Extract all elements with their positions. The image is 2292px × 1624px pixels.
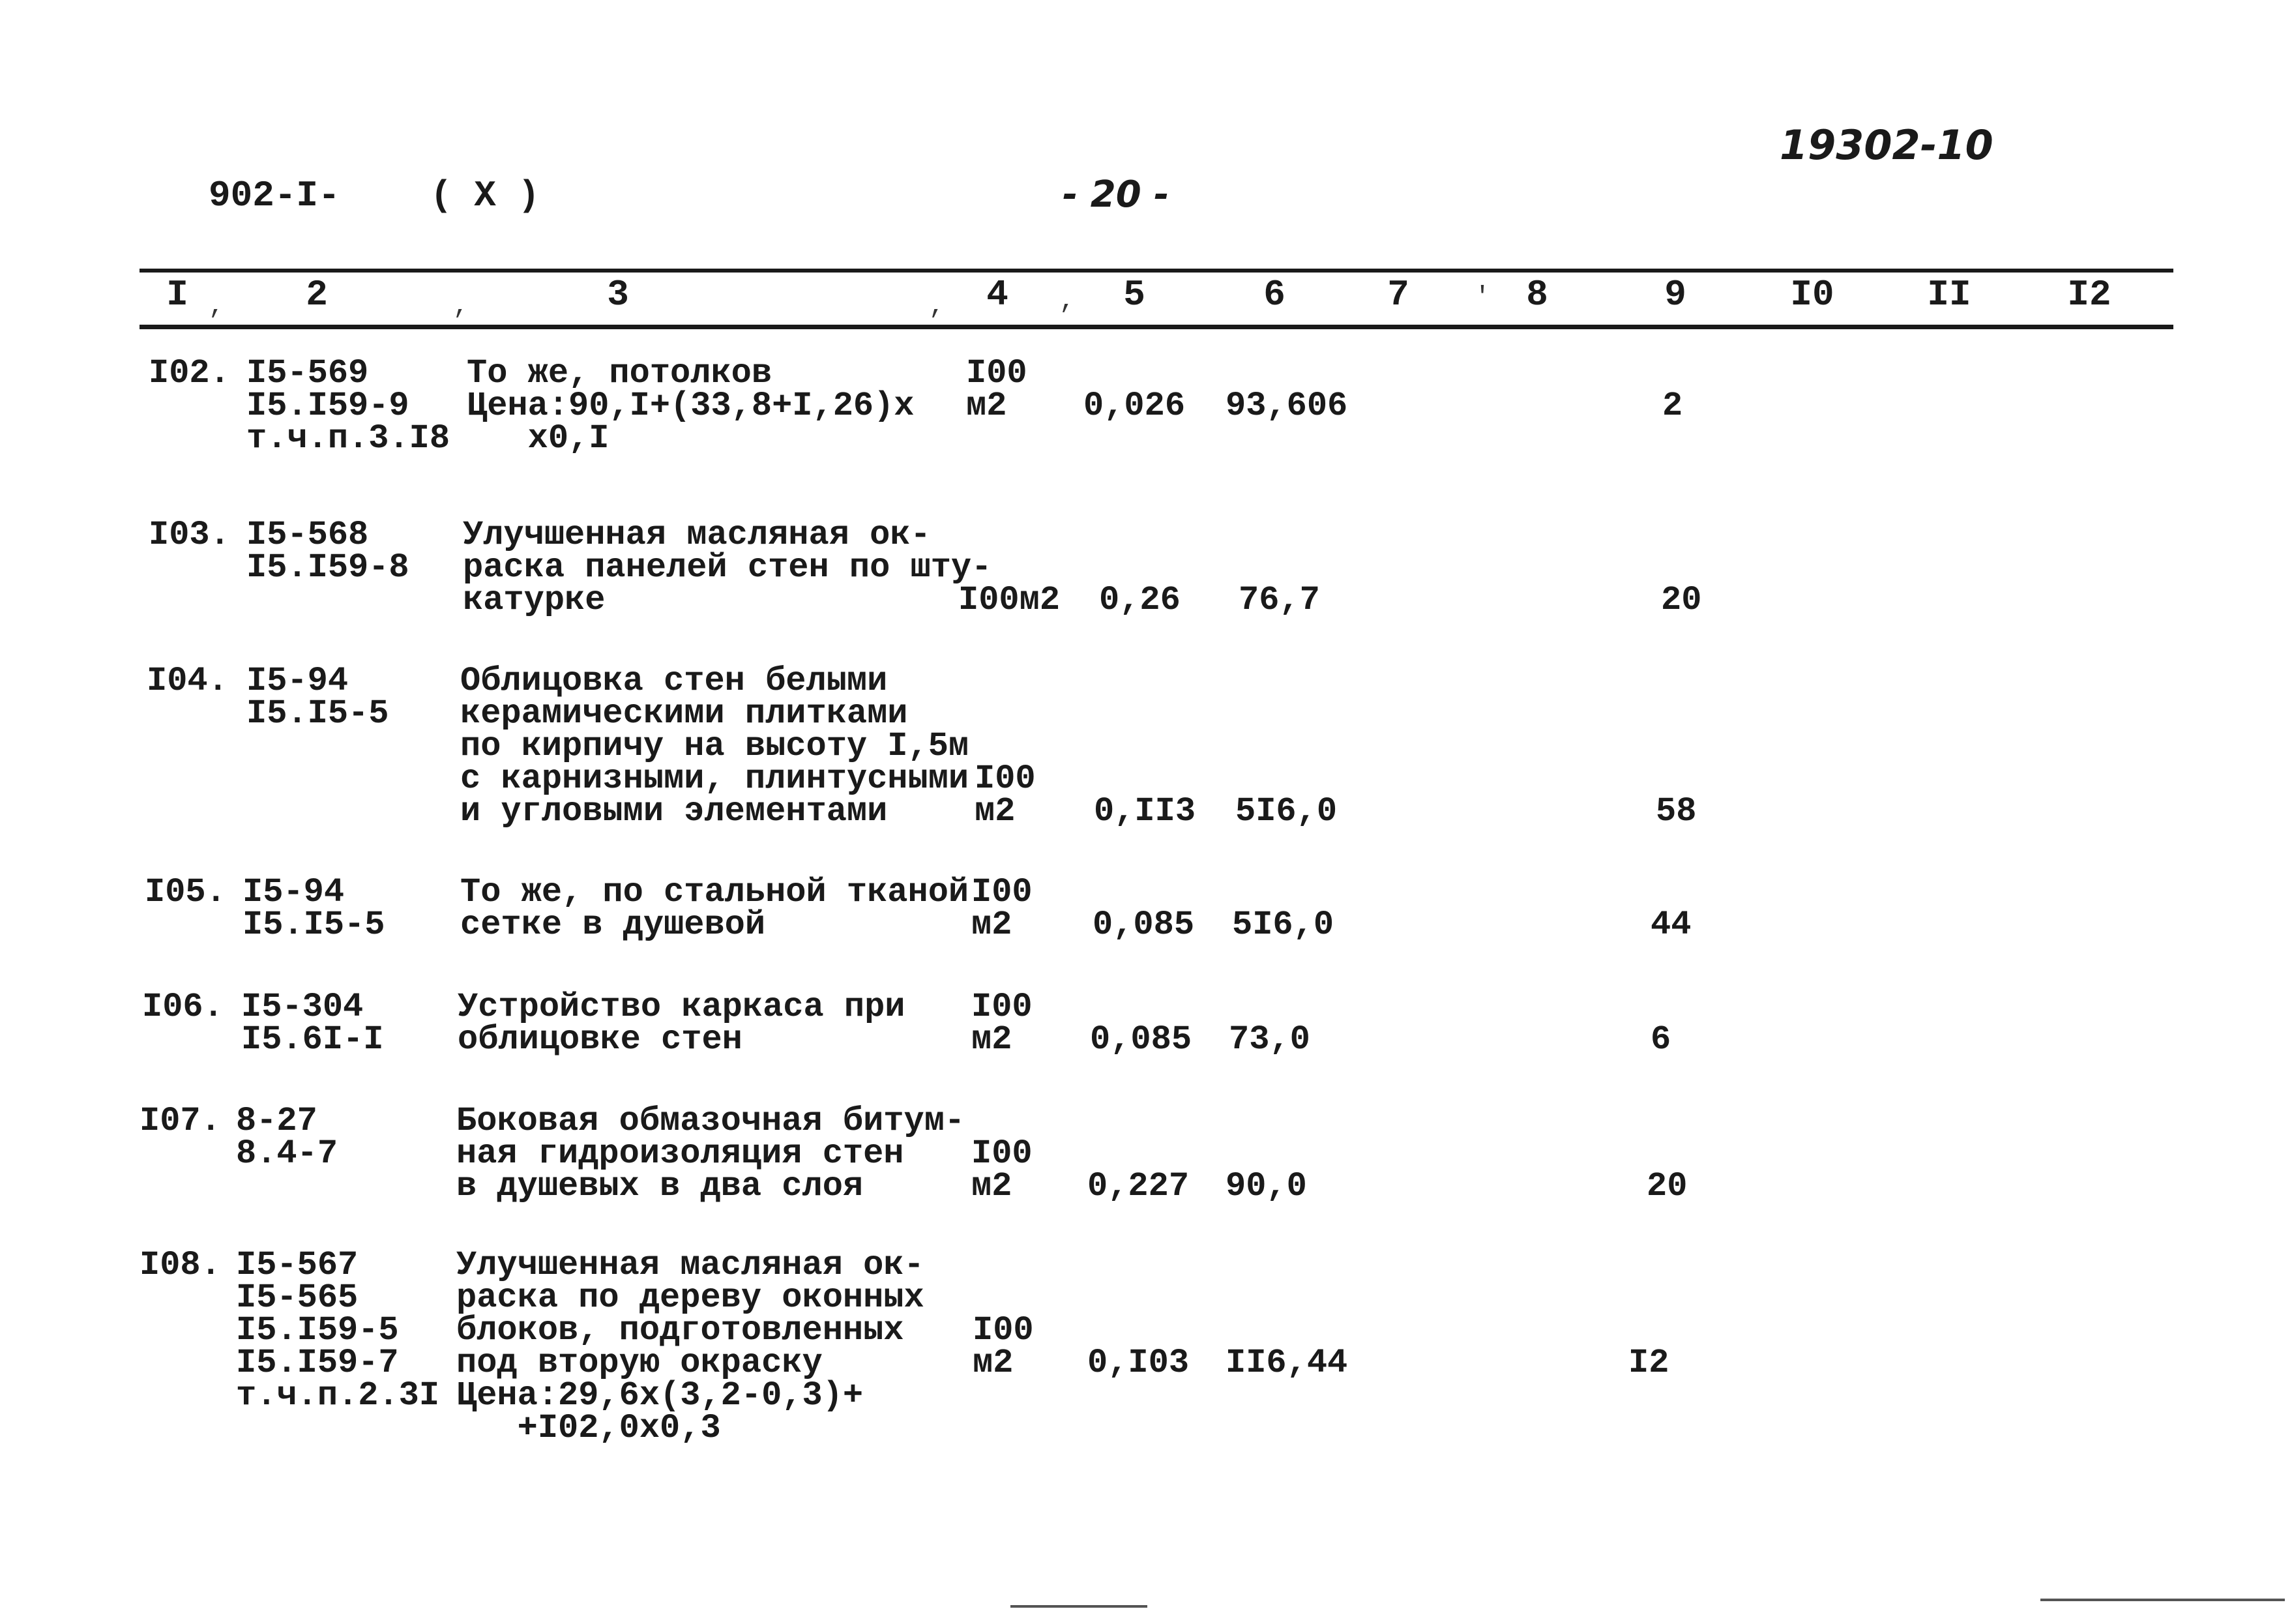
unit-line: м2 [971, 1020, 1012, 1059]
row-unit [975, 760, 1036, 831]
description-line: раска панелей стен по шту- [463, 548, 992, 587]
row-codes [241, 988, 384, 1059]
row-codes [236, 1246, 440, 1415]
row-description [458, 988, 905, 1059]
column-header-6: 6 [1263, 274, 1286, 316]
codes-line: I5-568 [246, 516, 369, 554]
row-price: 93,606 [1226, 387, 1348, 425]
row-codes [236, 1102, 338, 1173]
row-col9-value: I2 [1628, 1344, 1669, 1382]
unit-line: м2 [971, 906, 1012, 944]
unit-line: м2 [973, 1344, 1014, 1382]
row-quantity: 0,085 [1093, 906, 1195, 944]
row-number: I03. [149, 516, 230, 554]
table-top-rule [140, 269, 2173, 273]
unit-line: I00 [966, 354, 1027, 392]
row-description [463, 516, 992, 619]
row-codes [242, 873, 385, 944]
codes-line: I5.I59-8 [246, 548, 409, 587]
row-codes [246, 354, 450, 458]
column-header-2: 2 [306, 274, 328, 316]
row-quantity: 0,26 [1099, 581, 1181, 619]
description-line: ная гидроизоляция стен [456, 1134, 904, 1173]
unit-line: м2 [971, 1167, 1012, 1205]
row-description [460, 662, 969, 831]
row-codes [246, 662, 389, 733]
row-codes [246, 516, 409, 587]
column-header-1: I [166, 274, 188, 316]
header-separator: , [1059, 287, 1076, 316]
description-line: облицовке стен [458, 1020, 742, 1059]
row-description [467, 354, 915, 458]
unit-line: I00м2 [958, 581, 1061, 619]
codes-line: 8.4-7 [236, 1134, 338, 1173]
row-col9-value: 58 [1656, 792, 1697, 831]
description-line: Боковая обмазочная битум- [456, 1102, 965, 1140]
header-separator: , [929, 292, 945, 321]
description-line: в душевых в два слоя [456, 1167, 864, 1205]
description-line: Улучшенная масляная ок- [463, 516, 931, 554]
description-line: по кирпичу на высоту I,5м [460, 727, 969, 765]
row-description [456, 1246, 924, 1447]
column-header-10: I0 [1790, 274, 1834, 316]
codes-line: I5.6I-I [241, 1020, 384, 1059]
row-price: 5I6,0 [1232, 906, 1334, 944]
table-header-rule [140, 325, 2173, 329]
row-number: I05. [145, 873, 226, 911]
row-description [456, 1102, 965, 1205]
row-quantity: 0,227 [1087, 1167, 1190, 1205]
header-separator: , [209, 292, 225, 321]
codes-line: I5-567 [236, 1246, 359, 1284]
row-price: 5I6,0 [1235, 792, 1338, 831]
description-line: Устройство каркаса при [458, 988, 905, 1026]
row-quantity: 0,II3 [1094, 792, 1196, 831]
codes-line: I5-94 [242, 873, 345, 911]
description-line: сетке в душевой [460, 906, 766, 944]
description-line: х0,I [467, 419, 610, 458]
description-line: Цена:90,I+(33,8+I,26)х [467, 387, 915, 425]
unit-line: I00 [973, 1311, 1034, 1350]
column-header-8: 8 [1526, 274, 1548, 316]
description-line: Облицовка стен белыми [460, 662, 888, 700]
row-number: I04. [147, 662, 228, 700]
description-line: под вторую окраску [456, 1344, 823, 1382]
row-price: II6,44 [1226, 1344, 1348, 1382]
unit-line: м2 [966, 387, 1007, 425]
description-line: То же, потолков [467, 354, 772, 392]
codes-line: I5.I5-5 [242, 906, 385, 944]
codes-line: I5.I59-5 [236, 1311, 399, 1350]
codes-line: т.ч.п.2.3I [236, 1376, 440, 1415]
row-col9-value: 20 [1661, 581, 1702, 619]
column-header-12: I2 [2067, 274, 2111, 316]
row-price: 76,7 [1239, 581, 1320, 619]
codes-line: т.ч.п.3.I8 [246, 419, 450, 458]
description-line: Улучшенная масляная ок- [456, 1246, 924, 1284]
unit-line: м2 [975, 792, 1016, 831]
codes-line: 8-27 [236, 1102, 317, 1140]
row-col9-value: 2 [1662, 387, 1683, 425]
page-number: - 20 - [1063, 173, 1169, 216]
codes-line: I5.I5-5 [246, 694, 389, 733]
scan-mark [2040, 1599, 2285, 1601]
row-col9-value: 20 [1647, 1167, 1688, 1205]
row-unit [958, 581, 1061, 619]
column-header-11: II [1927, 274, 1971, 316]
header-separator: , [453, 292, 469, 321]
row-price: 73,0 [1229, 1020, 1310, 1059]
unit-line: I00 [971, 1134, 1033, 1173]
column-header-3: 3 [607, 274, 629, 316]
description-line: блоков, подготовленных [456, 1311, 904, 1350]
row-unit [973, 1311, 1034, 1382]
row-description [460, 873, 969, 944]
unit-line: I00 [975, 760, 1036, 798]
row-price: 90,0 [1226, 1167, 1307, 1205]
column-header-5: 5 [1123, 274, 1145, 316]
row-unit [971, 988, 1033, 1059]
row-unit [971, 873, 1033, 944]
description-line: и угловыми элементами [460, 792, 888, 831]
row-quantity: 0,026 [1083, 387, 1186, 425]
description-line: То же, по стальной тканой [460, 873, 969, 911]
description-line: раска по дереву оконных [456, 1278, 924, 1317]
codes-line: I5.I59-9 [246, 387, 409, 425]
column-header-7: 7 [1387, 274, 1409, 316]
unit-line: I00 [971, 873, 1033, 911]
document-code: 902-I- [209, 175, 340, 216]
codes-line: I5-569 [246, 354, 369, 392]
row-quantity: 0,I03 [1087, 1344, 1190, 1382]
document-bracket: ( X ) [430, 175, 540, 216]
header-separator: ' [1475, 283, 1491, 312]
description-line: +I02,0х0,3 [456, 1409, 721, 1447]
description-line: Цена:29,6х(3,2-0,3)+ [456, 1376, 864, 1415]
codes-line: I5-565 [236, 1278, 359, 1317]
handwritten-reference: 19302-10 [1780, 121, 1993, 169]
codes-line: I5-304 [241, 988, 364, 1026]
description-line: катурке [463, 581, 606, 619]
row-number: I02. [149, 354, 230, 392]
scan-mark [1010, 1605, 1147, 1608]
row-unit [971, 1134, 1033, 1205]
unit-line: I00 [971, 988, 1033, 1026]
column-header-4: 4 [986, 274, 1008, 316]
codes-line: I5-94 [246, 662, 349, 700]
row-quantity: 0,085 [1090, 1020, 1192, 1059]
description-line: с карнизными, плинтусными [460, 760, 969, 798]
row-number: I08. [140, 1246, 221, 1284]
description-line: керамическими плитками [460, 694, 908, 733]
row-unit [966, 354, 1027, 425]
row-col9-value: 6 [1651, 1020, 1671, 1059]
column-header-9: 9 [1664, 274, 1686, 316]
row-col9-value: 44 [1651, 906, 1692, 944]
row-number: I06. [142, 988, 224, 1026]
codes-line: I5.I59-7 [236, 1344, 399, 1382]
row-number: I07. [140, 1102, 221, 1140]
